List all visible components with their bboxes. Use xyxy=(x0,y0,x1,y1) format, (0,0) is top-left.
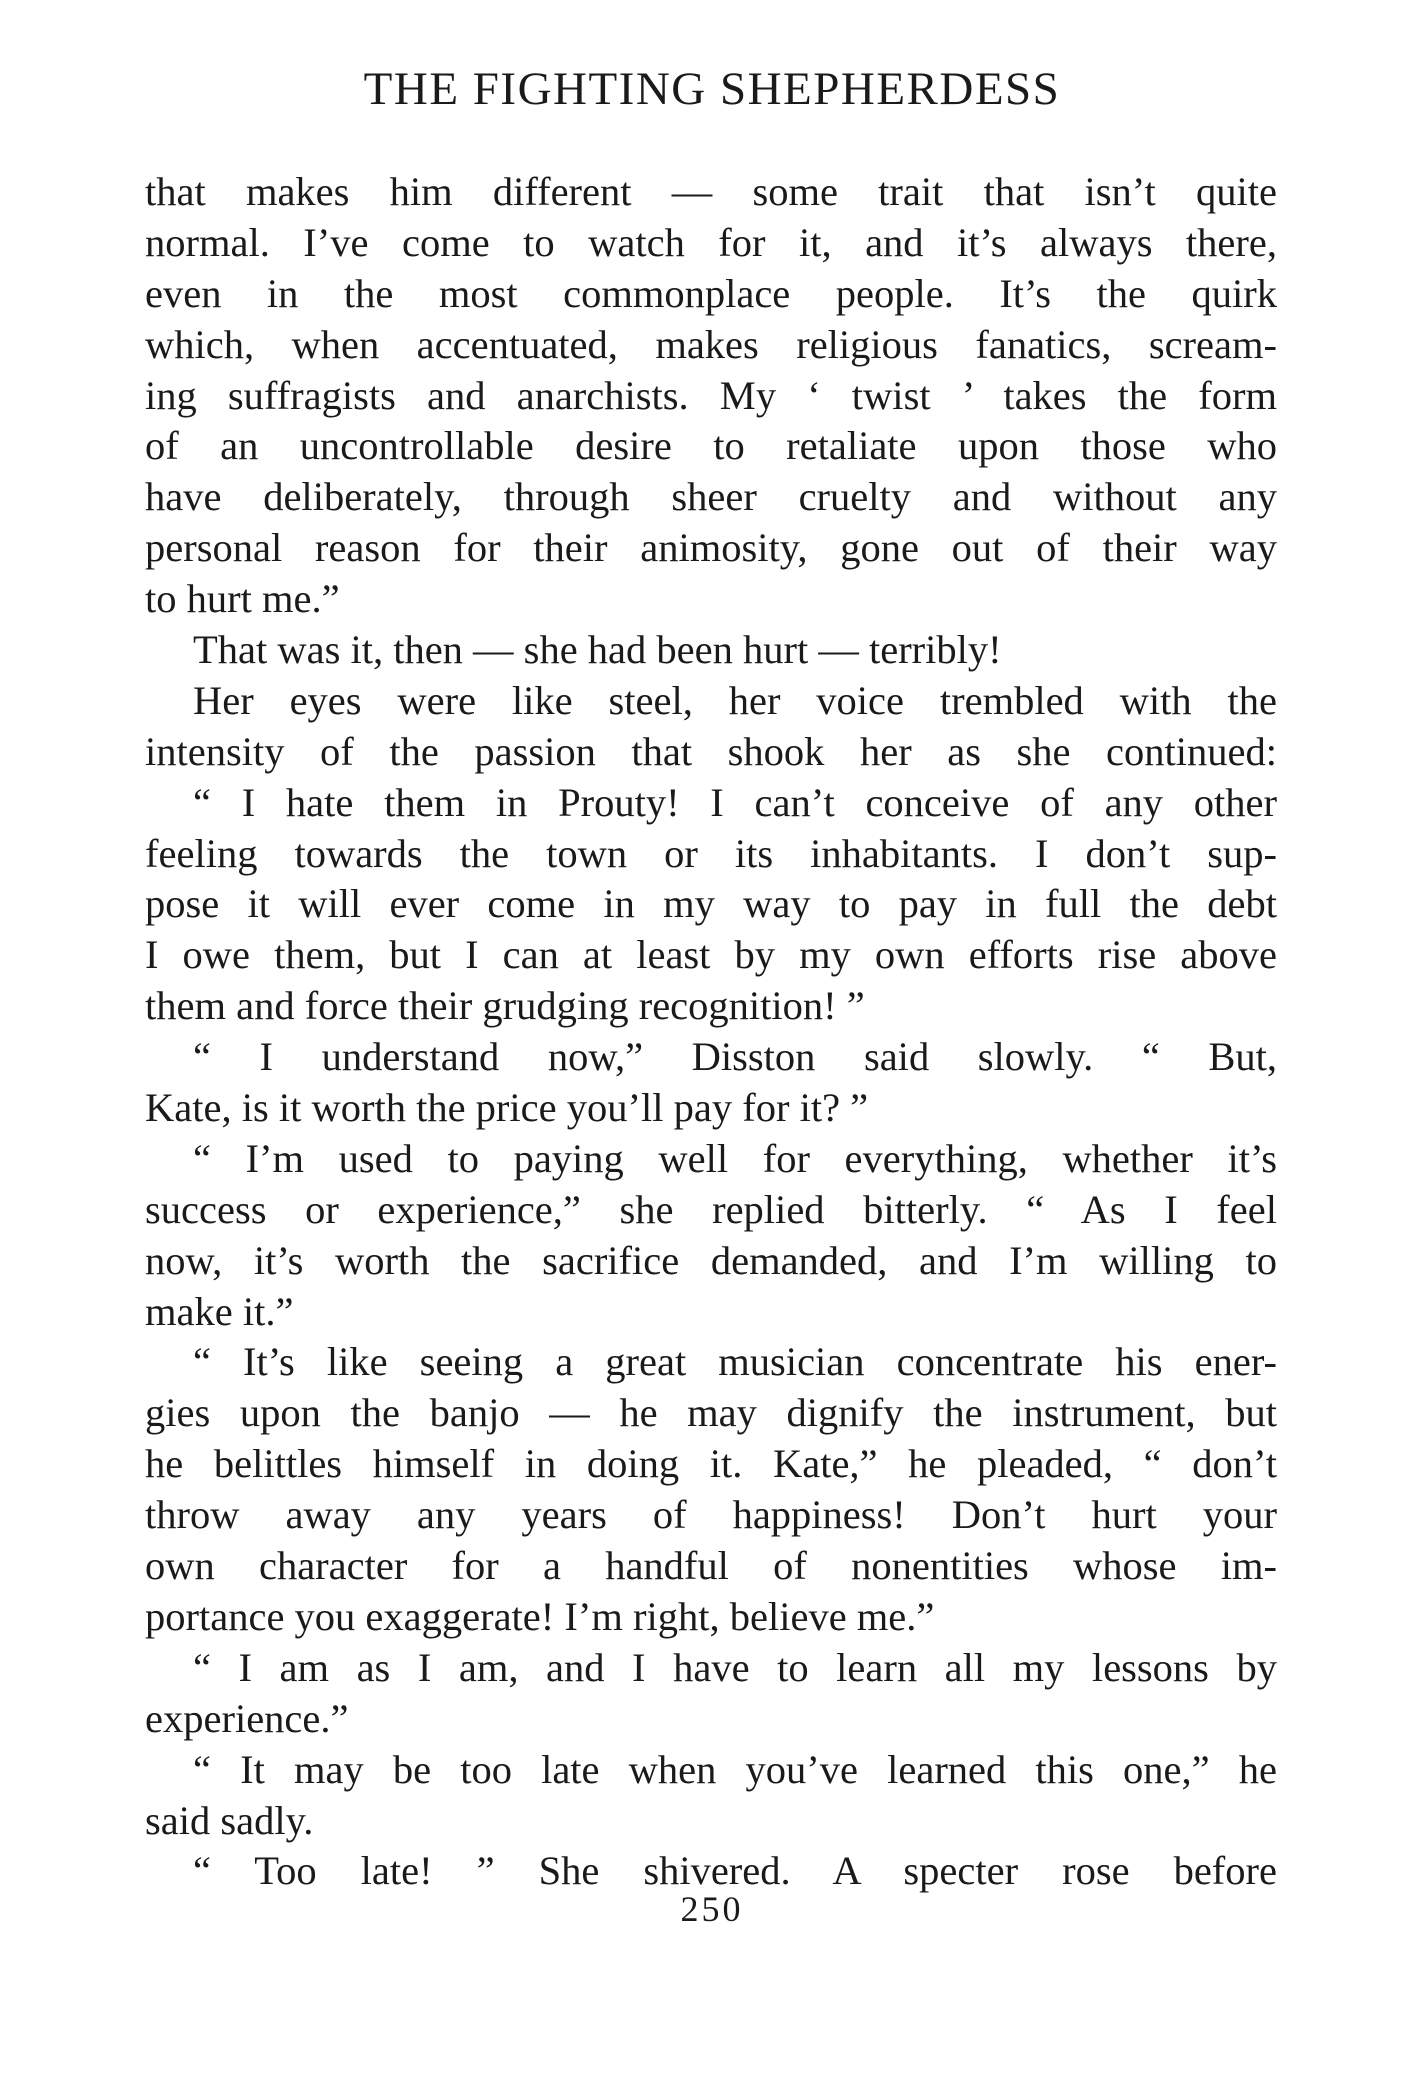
text-line: have deliberately, through sheer cruelty and without any xyxy=(145,474,1277,520)
text-line: normal. I’ve come to watch for it, and it’s always there, xyxy=(145,219,1277,265)
text-line: own character for a handful of nonentities whose im- xyxy=(145,1543,1277,1589)
text-line: I owe them, but I can at least by my own efforts rise above xyxy=(145,932,1277,978)
text-line: “ I understand now,” Disston said slowly. “ But, xyxy=(193,1034,1277,1080)
text-line: intensity of the passion that shook her as she continued: xyxy=(145,728,1277,774)
text-line: to hurt me.” xyxy=(145,576,340,622)
text-line: throw away any years of happiness! Don’t hurt your xyxy=(145,1492,1277,1538)
text-line: experience.” xyxy=(145,1695,349,1741)
text-line: feeling towards the town or its inhabitants. I don’t sup- xyxy=(145,830,1277,876)
text-line: he belittles himself in doing it. Kate,” he pleaded, “ don’t xyxy=(145,1441,1277,1487)
text-line: “ I hate them in Prouty! I can’t conceive of any other xyxy=(193,779,1277,825)
text-line: “ I am as I am, and I have to learn all my lessons by xyxy=(193,1644,1277,1690)
text-line: ing suffragists and anarchists. My ‘ twist ’ takes the form xyxy=(145,372,1277,418)
text-line: Her eyes were like steel, her voice trembled with the xyxy=(193,677,1277,723)
text-line: of an uncontrollable desire to retaliate upon those who xyxy=(145,423,1277,469)
text-line: portance you exaggerate! I’m right, believe me.” xyxy=(145,1593,935,1639)
text-line: personal reason for their animosity, gone out of their way xyxy=(145,525,1277,571)
text-line: success or experience,” she replied bitterly. “ As I feel xyxy=(145,1186,1277,1232)
text-line: “ It may be too late when you’ve learned this one,” he xyxy=(193,1746,1277,1792)
text-line: That was it, then — she had been hurt — terribly! xyxy=(193,627,1002,673)
text-line: them and force their grudging recognition! ” xyxy=(145,983,865,1029)
page-number: 250 xyxy=(680,1889,744,1929)
text-line: “ Too late! ” She shivered. A specter rose before xyxy=(193,1848,1277,1894)
text-line: make it.” xyxy=(145,1288,294,1334)
text-line: said sadly. xyxy=(145,1797,314,1843)
text-line: that makes him different — some trait that isn’t quite xyxy=(145,169,1277,214)
body-text xyxy=(145,167,1277,1897)
text-line: gies upon the banjo — he may dignify the instrument, but xyxy=(145,1390,1277,1436)
text-line: even in the most commonplace people. It’s the quirk xyxy=(145,270,1277,316)
text-line: “ I’m used to paying well for everything, whether it’s xyxy=(193,1135,1277,1181)
running-head: THE FIGHTING SHEPHERDESS xyxy=(363,63,1061,115)
text-line: “ It’s like seeing a great musician concentrate his ener- xyxy=(193,1339,1277,1385)
text-line: Kate, is it worth the price you’ll pay for it? ” xyxy=(145,1085,869,1131)
text-line: which, when accentuated, makes religious fanatics, scream- xyxy=(145,321,1277,367)
text-line: now, it’s worth the sacrifice demanded, and I’m willing to xyxy=(145,1237,1277,1283)
text-line: pose it will ever come in my way to pay in full the debt xyxy=(145,881,1277,927)
